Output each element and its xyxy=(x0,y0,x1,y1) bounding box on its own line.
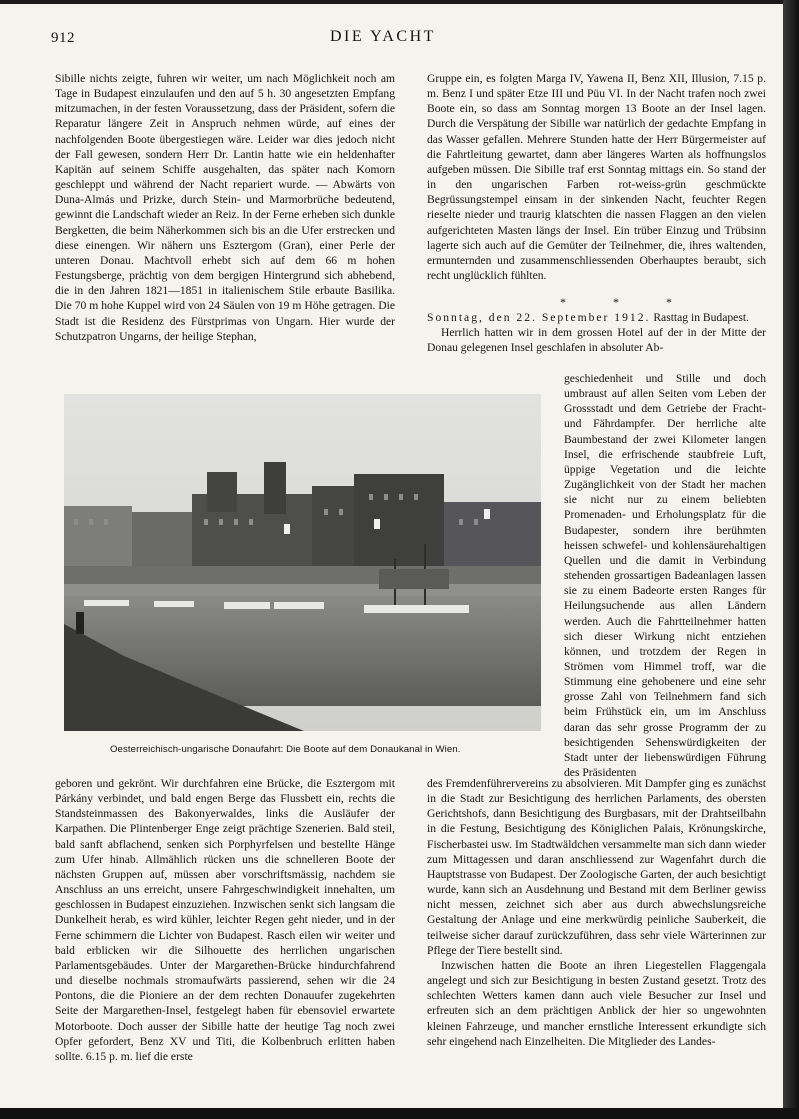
page-edge-bottom xyxy=(0,1108,799,1119)
date-heading-date: Sonntag, den 22. September 1912. xyxy=(427,311,651,324)
running-title: DIE YACHT xyxy=(330,28,436,45)
date-heading-rest: Rasttag in Budapest. xyxy=(653,311,749,324)
right-column-wrap xyxy=(564,371,766,780)
magazine-page xyxy=(0,4,783,1108)
page-edge-right xyxy=(783,0,799,1119)
paragraph: geboren und gekrönt. Wir durchfahren eine Brücke, die Esztergom mit Párkány verbindet, und bald engen Berge das Flussbett ein, rechts die Standsteinmassen des Bakonyerwaldes, links die Ausläufer der Karpathen. Die Plintenberger Enge zeigt prächtige Szenerien. Bald steil, bald sanft abflachend, senken sich Porphyrfelsen und bestellte Hänge zum Ufer hinab. Allmählich rücken uns die schnelleren Boote der nächsten Gruppen auf, müssen aber vorschriftsmässig, nachdem sie Anschluss an uns erreicht, unsere Fahrgeschwindigkeit innehalten, um geschlossen in Budapest einzuziehen. Inzwischen senkt sich langsam die Dunkelheit herab, es wird kühler, leichter Regen geht nieder, und in der Ferne schimmern die Lichter von Budapest. Rasch eilen wir weiter und bald erblicken wir die Silhouette des herrlichen ungarischen Parlamentsgebäudes. Unter der Margarethen-Brücke hindurchfahrend und dieselbe nochmals stromaufwärts passierend, sehen wir die 24 Pontons, die die Pioniere an der dem rechten Donauufer zugekehrten Seite der Margarethen-Insel, festgelegt haben für ebensoviel erwartete Motorboote. Doch ausser der Sibille hatte der heutige Tag noch zwei Opfer gefordert, Benz XV und Titi, die Kolbenbruch erlitten haben sollte. 6.15 p. m. lief die erste xyxy=(55,777,395,1063)
paragraph: Sibille nichts zeigte, fuhren wir weiter, um nach Möglichkeit noch am Tage in Budapest einzulaufen und den auf 5 h. 30 angesetzten Empfang mitzumachen, in der festen Voraussetzung, dass der Präsident, sofern die Reparatur längere Zeit in Anspruch nehmen würde, auf eines der nachfolgenden Boote übergestiegen wäre. Leider war dies jedoch nicht der Fall gewesen, sondern Herr Dr. Lantin hatte wie ein heldenhafter Kapitän auf seinem Schiffe ausgehalten, das später nach Komorn geschleppt und während der Nacht repariert wurde. — Abwärts von Duna-Almás und Prizke, durch Stein- und Marmorbrüche bedeutend, gewinnt die Landschaft wieder an Reiz. In der Ferne erheben sich dunkle Bergketten, die beim Näherkommen sich bis an die Ufer erstrecken und diese einengen. Wir nähern uns Esztergom (Gran), einer Perle der unteren Donau. Machtvoll erhebt sich auf dem 66 m hohen Festungsberge, prächtig von dem bergigen Hintergrund sich abhebend, die in den Jahren 1821—1851 in italienischem Stile erbaute Basilika. Die 70 m hohe Kuppel wird von 24 Säulen von 19 m Höhe getragen. Die Stadt ist die Residenz des Fürstprimas von Ungarn. Hier wurde der Schutzpatron Ungarns, der heilige Stephan, xyxy=(55,72,395,343)
paragraph: Gruppe ein, es folgten Marga IV, Yawena II, Benz XII, Illusion, 7.15 p. m. Benz I und später Etze III und Püu VI. In der Nacht trafen noch zwei Boote ein, so dass am Sonntag morgen 13 Boote an der Insel lagen. Durch die Verspätung der Sibille war natürlich der gedachte Empfang in das Wasser gefallen. Mehrere Stunden hatte der Herr Bürgermeister auf die Fahrtleitung gewartet, dann aber längeres Warten als hoffnungslos aufgeben müssen. Die Sibille traf erst Sonntag mittags ein. So stand der in den ungarischen Farben rot-weiss-grün geschmückte Begrüssungstempel einsam in der sinkenden Nacht, feuchter Regen rieselte nieder und traurig klatschten die nassen Flaggen an den vielen aufgerichteten Masten längs der Insel. Ein trüber Einzug und Trübsinn lagerte sich auch auf die Gemüter der Teilnehmer, die, ihres waltenden, ermunternden und zusammenschliessenden Oberhauptes beraubt, sich recht unglücklich fühlten. xyxy=(427,72,766,283)
paragraph: Inzwischen hatten die Boote an ihren Liegestellen Flaggengala angelegt und sich zur Besichtigung in besten Zustand gesetzt. Trotz des schlechten Wetters kamen dann auch viele Besucher zur Insel und erfreuten sich an dem prächtigen Anblick der hier so ungewohnten kleinen Fahrzeuge, und mancher ernstliche Interessent erkundigte sich sehr eingehend nach Einzelheiten. Die Mitglieder des Landes- xyxy=(427,958,766,1048)
photo-caption: Oesterreichisch-ungarische Donaufahrt: Die Boote auf dem Donaukanal in Wien. xyxy=(110,744,461,755)
section-separator: * * * xyxy=(560,295,694,309)
left-column-top xyxy=(55,71,395,344)
photo-illustration xyxy=(64,394,541,731)
date-heading-block xyxy=(427,310,766,355)
paragraph-wrap: geschiedenheit und Stille und doch umbraust auf allen Seiten vom Leben der Grossstadt und dem Getriebe der Fracht- und Fährdampfer. Der herrliche alte Baumbestand der zwei Kilometer langen Insel, die erfrischende staubfreie Luft, üppige Vegetation und die leichte Zugänglichkeit von der Stadt her machen sie nicht nur zu einem beliebten Promenaden- und Erholungsplatz für die Budapester, sondern ihre berühmten heissen schwefel- und kohlensäurehaltigen Quellen und die damit in Verbindung stehenden grossartigen Badeanlagen lassen sie zu einem Badeorte ersten Ranges für Heilungsuchende aus allen Ländern werden. Auch die Fahrtteilnehmer hatten sich dieser Wirkung nicht entziehen können, und trotzdem der Regen in Strömen vom Himmel troff, war die Stimmung eine gehobenere und eine sehr grosse Zahl von Teilnehmern fand sich beim Frühstück ein, um im Anschluss daran das sehr grosse Programm der zu besichtigenden Sehenswürdigkeiten der Stadt unter der liebenswürdigen Führung des Präsidenten xyxy=(564,372,766,780)
left-column-bottom xyxy=(55,776,395,1064)
page-number: 912 xyxy=(51,30,75,46)
paragraph-intro: Herrlich hatten wir in dem grossen Hotel auf der in der Mitte der Donau gelegenen Insel geschlafen in absoluter Ab- xyxy=(427,326,766,355)
right-column-top xyxy=(427,71,766,283)
right-column-bottom xyxy=(427,776,766,1049)
photo-donaukanal xyxy=(64,394,541,731)
date-heading xyxy=(427,310,766,325)
paragraph: des Fremdenführervereins zu absolvieren. Mit Dampfer ging es zunächst in die Stadt zur Besichtigung des herrlichen Parlaments, des obersten Gerichtshofs, dann Besichtigung des Burgbasars, mit der Drahtseilbahn in die Festung, Besichtigung des Königlichen Palais, Krönungskirche, Fischerbastei usw. Im Stadtwäldchen versammelte man sich dann wieder zum Mittagessen und daran anschliessend zur Wagenfahrt durch die Hauptstrasse von Budapest. Der Zoologische Garten, der auch besichtigt wurde, kann sich an Ausdehnung und Bestand mit dem Berliner gewiss nicht messen, zeichnet sich aber aus durch abwechslungsreiche Gestaltung der Anlage und eine merkwürdig peinliche Sauberkeit, die teilweise sicher darauf zurückzuführen, dass sehr viele Wärterinnen zur Pflege der Tiere bestellt sind. xyxy=(427,777,766,957)
